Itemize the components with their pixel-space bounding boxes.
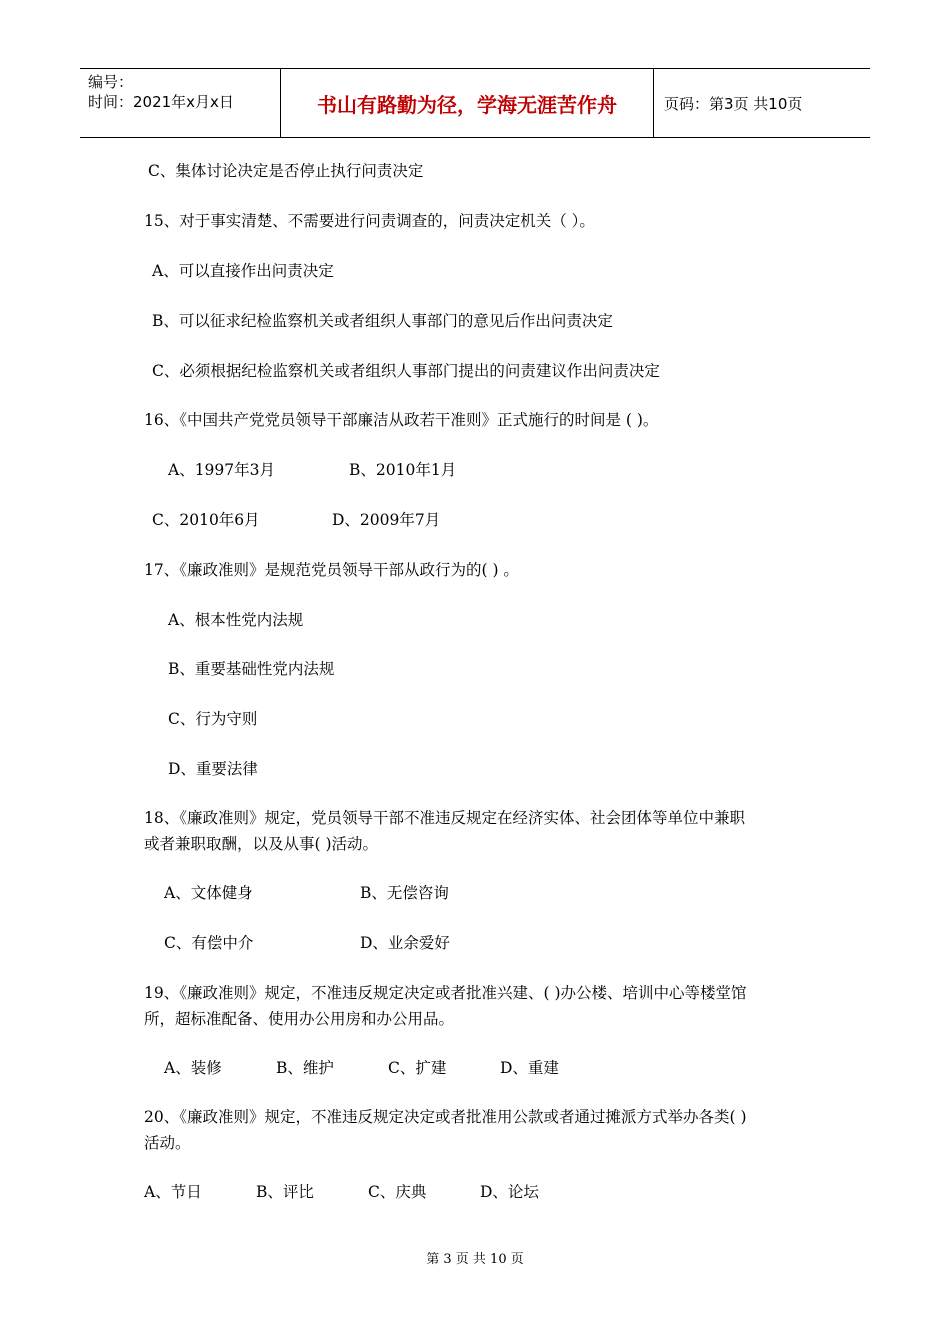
q18-option-d: D、业余爱好: [360, 934, 450, 952]
q17-option-c: C、行为守则: [168, 710, 258, 728]
q20-option-c: C、庆典: [368, 1183, 427, 1201]
q15-option-a: A、可以直接作出问责决定: [152, 262, 334, 280]
q15-option-c: C、必须根据纪检监察机关或者组织人事部门提出的问责建议作出问责决定: [152, 362, 660, 380]
question-18-line-2: 或者兼职取酬，以及从事( )活动。: [144, 835, 379, 853]
question-19-line-2: 所，超标准配备、使用办公用房和办公用品。: [144, 1010, 455, 1028]
q18-option-a: A、文体健身: [164, 884, 253, 902]
question-20-line-1: 20、《廉政准则》规定，不准违反规定决定或者批准用公款或者通过摊派方式举办各类( ): [144, 1108, 747, 1126]
q19-option-b: B、维护: [276, 1059, 334, 1077]
question-19-line-1: 19、《廉政准则》规定，不准违反规定决定或者批准兴建、( )办公楼、培训中心等楼堂馆: [144, 984, 747, 1002]
header-meta: [80, 69, 281, 137]
q16-option-d: D、2009年7月: [332, 511, 441, 529]
q15-option-b: B、可以征求纪检监察机关或者组织人事部门的意见后作出问责决定: [152, 312, 613, 330]
q20-option-a: A、节日: [144, 1183, 202, 1201]
question-20-line-2: 活动。: [144, 1134, 191, 1152]
q19-option-d: D、重建: [500, 1059, 559, 1077]
q16-option-b: B、2010年1月: [349, 461, 457, 479]
page-header: [80, 68, 870, 138]
number-label: 编号：: [88, 73, 134, 91]
q19-option-a: A、装修: [164, 1059, 222, 1077]
q19-option-c: C、扩建: [388, 1059, 447, 1077]
q17-option-b: B、重要基础性党内法规: [168, 660, 335, 678]
q18-option-c: C、有偿中介: [164, 934, 254, 952]
question-16: 16、《中国共产党党员领导干部廉洁从政若干准则》正式施行的时间是 ( )。: [144, 411, 659, 429]
question-15: 15、对于事实清楚、不需要进行问责调查的，问责决定机关（ ）。: [144, 212, 595, 230]
q20-option-d: D、论坛: [480, 1183, 539, 1201]
q16-option-a: A、1997年3月: [168, 461, 276, 479]
q18-option-b: B、无偿咨询: [360, 884, 449, 902]
q16-option-c: C、2010年6月: [152, 511, 260, 529]
q17-option-a: A、根本性党内法规: [168, 611, 304, 629]
question-17: 17、《廉政准则》是规范党员领导干部从政行为的( ) 。: [144, 561, 519, 579]
time-label: 时间：2021年x月x日: [88, 93, 234, 111]
q17-option-d: D、重要法律: [168, 760, 258, 778]
q20-option-b: B、评比: [256, 1183, 314, 1201]
header-motto: 书山有路勤为径，学海无涯苦作舟: [281, 69, 654, 137]
header-page-info: 页码：第3页 共10页: [664, 94, 803, 113]
page-footer: 第 3 页 共 10 页: [426, 1252, 524, 1267]
question-18-line-1: 18、《廉政准则》规定，党员领导干部不准违反规定在经济实体、社会团体等单位中兼职: [144, 809, 745, 827]
q14-option-c: C、集体讨论决定是否停止执行问责决定: [148, 162, 424, 180]
